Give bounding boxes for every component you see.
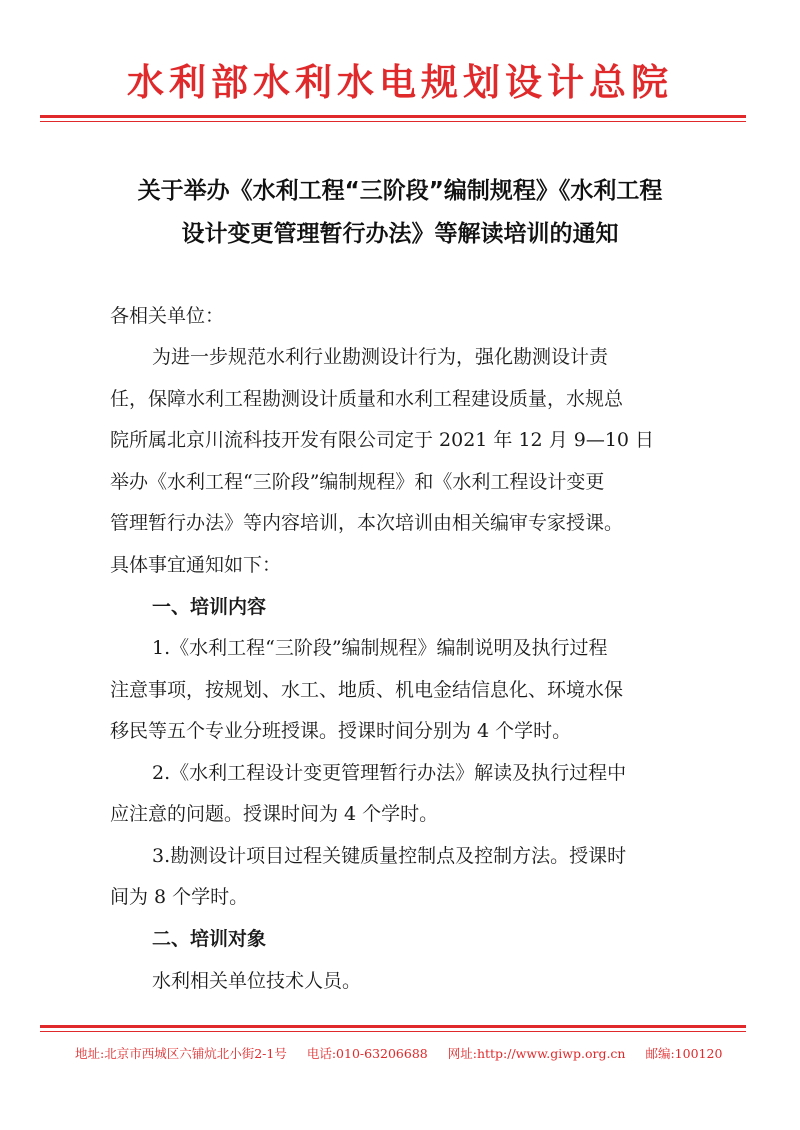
footer-contact	[75, 1044, 755, 1062]
letterhead-rule-thick	[40, 115, 746, 118]
section2-text: 水利相关单位技术人员。	[152, 970, 362, 992]
section1-heading: 一、培训内容	[152, 596, 267, 618]
item1-line-1: 1.《水利工程“三阶段”编制规程》编制说明及执行过程	[152, 637, 608, 659]
item2-line-2: 应注意的问题。授课时间为 4 个学时。	[110, 803, 439, 825]
document-title	[60, 170, 740, 256]
item3-line-2: 间为 8 个学时。	[110, 886, 249, 908]
title-line-2: 设计变更管理暂行办法》等解读培训的通知	[181, 221, 619, 247]
letterhead-org-name: 水利部水利水电规划设计总院	[127, 61, 673, 104]
footer-rule-thick	[40, 1025, 746, 1028]
item1-line-2: 注意事项，按规划、水工、地质、机电金结信息化、环境水保	[110, 679, 624, 701]
footer-website: 网址:http://www.giwp.org.cn	[447, 1046, 626, 1061]
footer-postcode: 邮编:100120	[645, 1046, 723, 1061]
title-line-1: 关于举办《水利工程“三阶段”编制规程》《水利工程	[137, 178, 663, 204]
footer-rule-thin	[40, 1031, 746, 1032]
section2-heading: 二、培训对象	[152, 928, 267, 950]
item2-line-1: 2.《水利工程设计变更管理暂行办法》解读及执行过程中	[152, 762, 627, 784]
letterhead-rule-thin	[40, 121, 746, 122]
item3-line-1: 3.勘测设计项目过程关键质量控制点及控制方法。授课时	[152, 845, 627, 867]
intro-line-3: 院所属北京川流科技开发有限公司定于 2021 年 12 月 9—10 日	[110, 429, 655, 451]
intro-line-5: 管理暂行办法》等内容培训，本次培训由相关编审专家授课。	[110, 512, 624, 534]
intro-line-1: 为进一步规范水利行业勘测设计行为，强化勘测设计责	[152, 346, 609, 368]
salutation: 各相关单位：	[110, 305, 225, 327]
intro-line-6: 具体事宜通知如下：	[110, 554, 282, 576]
intro-line-4: 举办《水利工程“三阶段”编制规程》和《水利工程设计变更	[110, 471, 605, 493]
footer-address: 地址:北京市西城区六铺炕北小街2-1号	[75, 1046, 287, 1061]
intro-line-2: 任，保障水利工程勘测设计质量和水利工程建设质量，水规总	[110, 388, 624, 410]
footer-phone: 电话:010-63206688	[306, 1046, 428, 1061]
item1-line-3: 移民等五个专业分班授课。授课时间分别为 4 个学时。	[110, 720, 572, 742]
